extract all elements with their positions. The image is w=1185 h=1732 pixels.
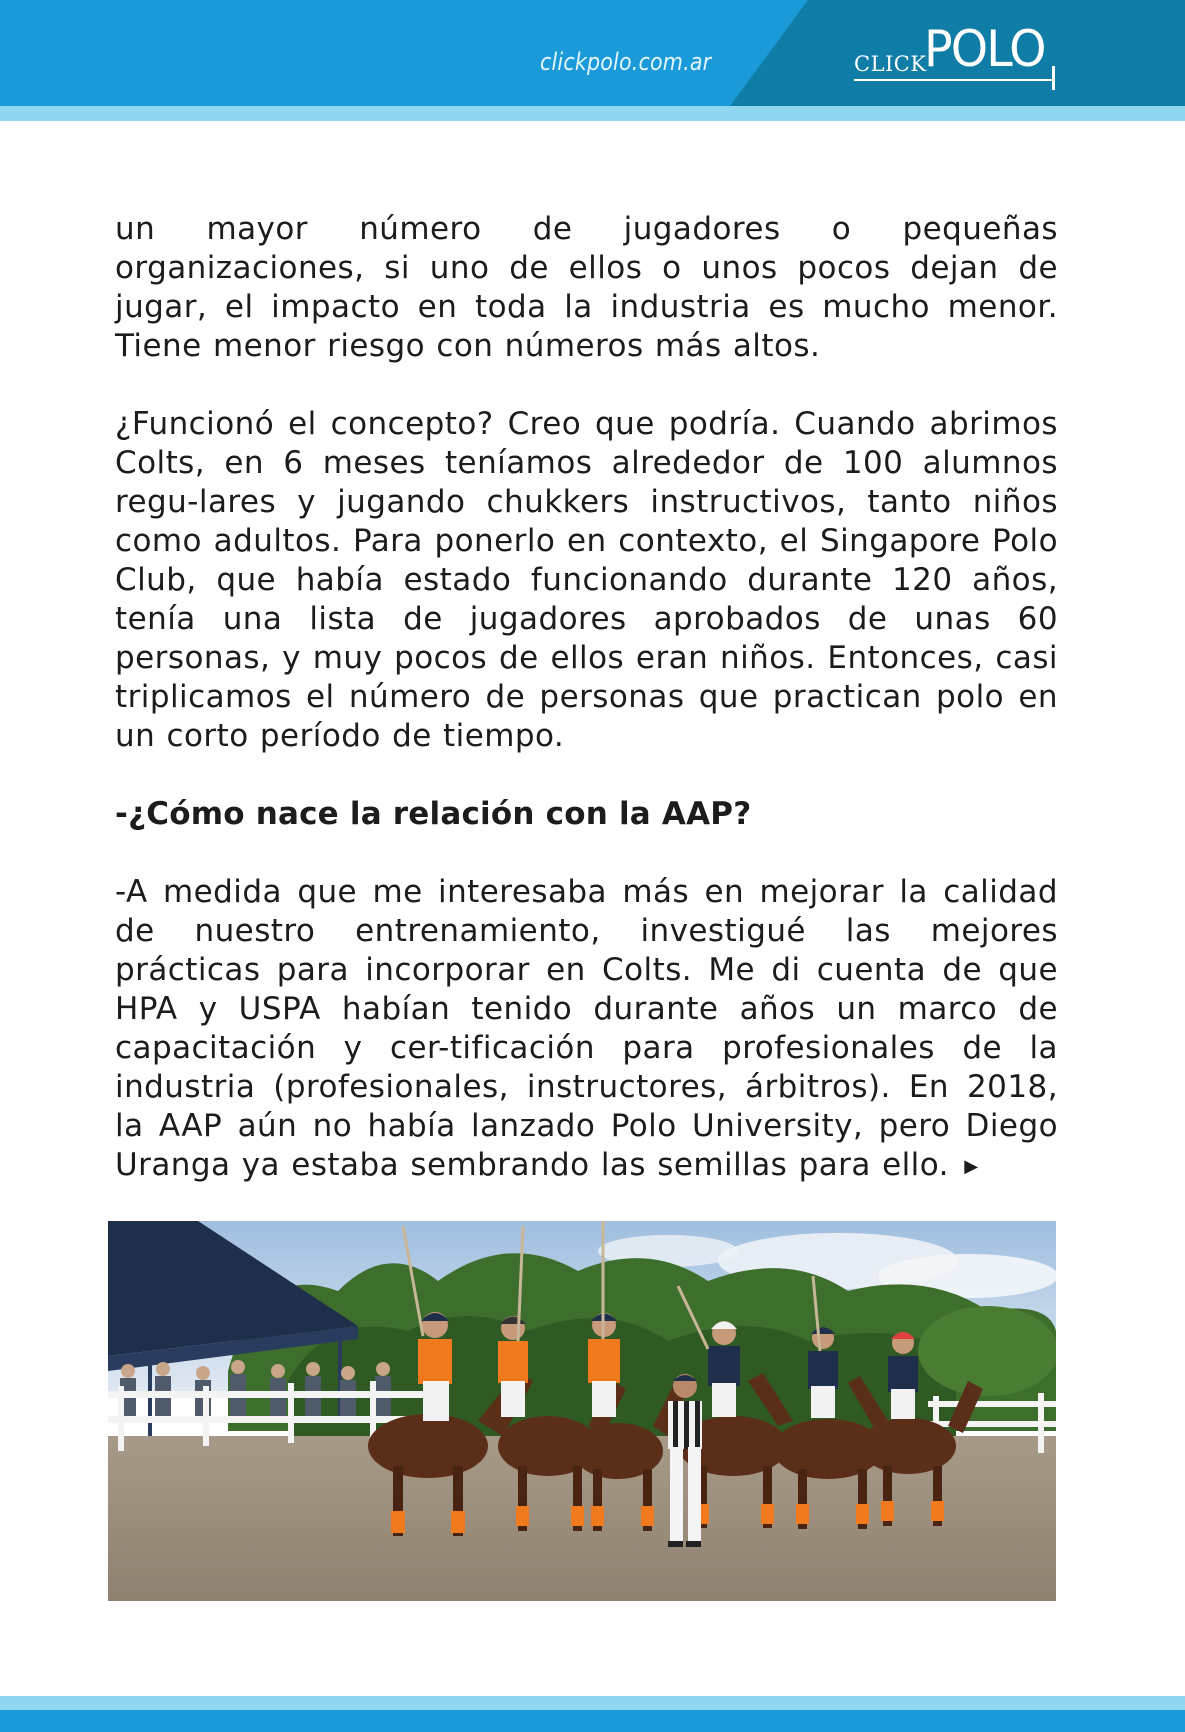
header-stripe [0,106,1185,121]
article-body [115,210,1058,1183]
logo-tick [1052,66,1055,90]
continue-arrow-icon: ▶ [964,1156,979,1177]
article-paragraph-answer [115,873,1058,1186]
answer-text: -A medida que me interesaba más en mejorar la calidad de nuestro entrenamiento, investigué las mejores prácticas para incorporar en Colts. Me di cuenta de que HPA y USPA habían tenido durante años un marco de capacitación y cer-tificación para profesionales de la industria (profesionales, instructores, árbitros). En 2018, la AAP aún no había lanzado Polo University, pero Diego Uranga ya estaba sembrando las semillas para ello. [115,874,1058,1183]
article-paragraph: ¿Funcionó el concepto? Creo que podría. Cuando abrimos Colts, en 6 meses teníamos alrededor de 100 alumnos regu-lares y jugando chukkers instructivos, tanto niños como adultos. Para ponerlo en contexto, el Singapore Polo Club, que había estado funcionando durante 120 años, tenía una lista de jugadores aprobados de unas 60 personas, y muy pocos de ellos eran niños. Entonces, casi triplicamos el número de personas que practican polo en un corto período de tiempo. [115,406,1058,754]
polo-team-photo [108,1221,1056,1601]
page-header [0,0,1185,121]
article-paragraph: un mayor número de jugadores o pequeñas organizaciones, si uno de ellos o unos pocos dejan de jugar, el impacto en toda la industria es mucho menor. Tiene menor riesgo con números más altos. [115,211,1058,364]
logo-click-text: CLICK [854,52,927,76]
interview-question: -¿Cómo nace la relación con la AAP? [115,796,752,832]
clickpolo-logo [854,22,1064,94]
footer-stripe [0,1696,1185,1710]
footer-band [0,1710,1185,1732]
logo-polo-text: POLO [924,20,1045,78]
site-url[interactable]: clickpolo.com.ar [540,48,712,76]
logo-underline [854,79,1054,81]
